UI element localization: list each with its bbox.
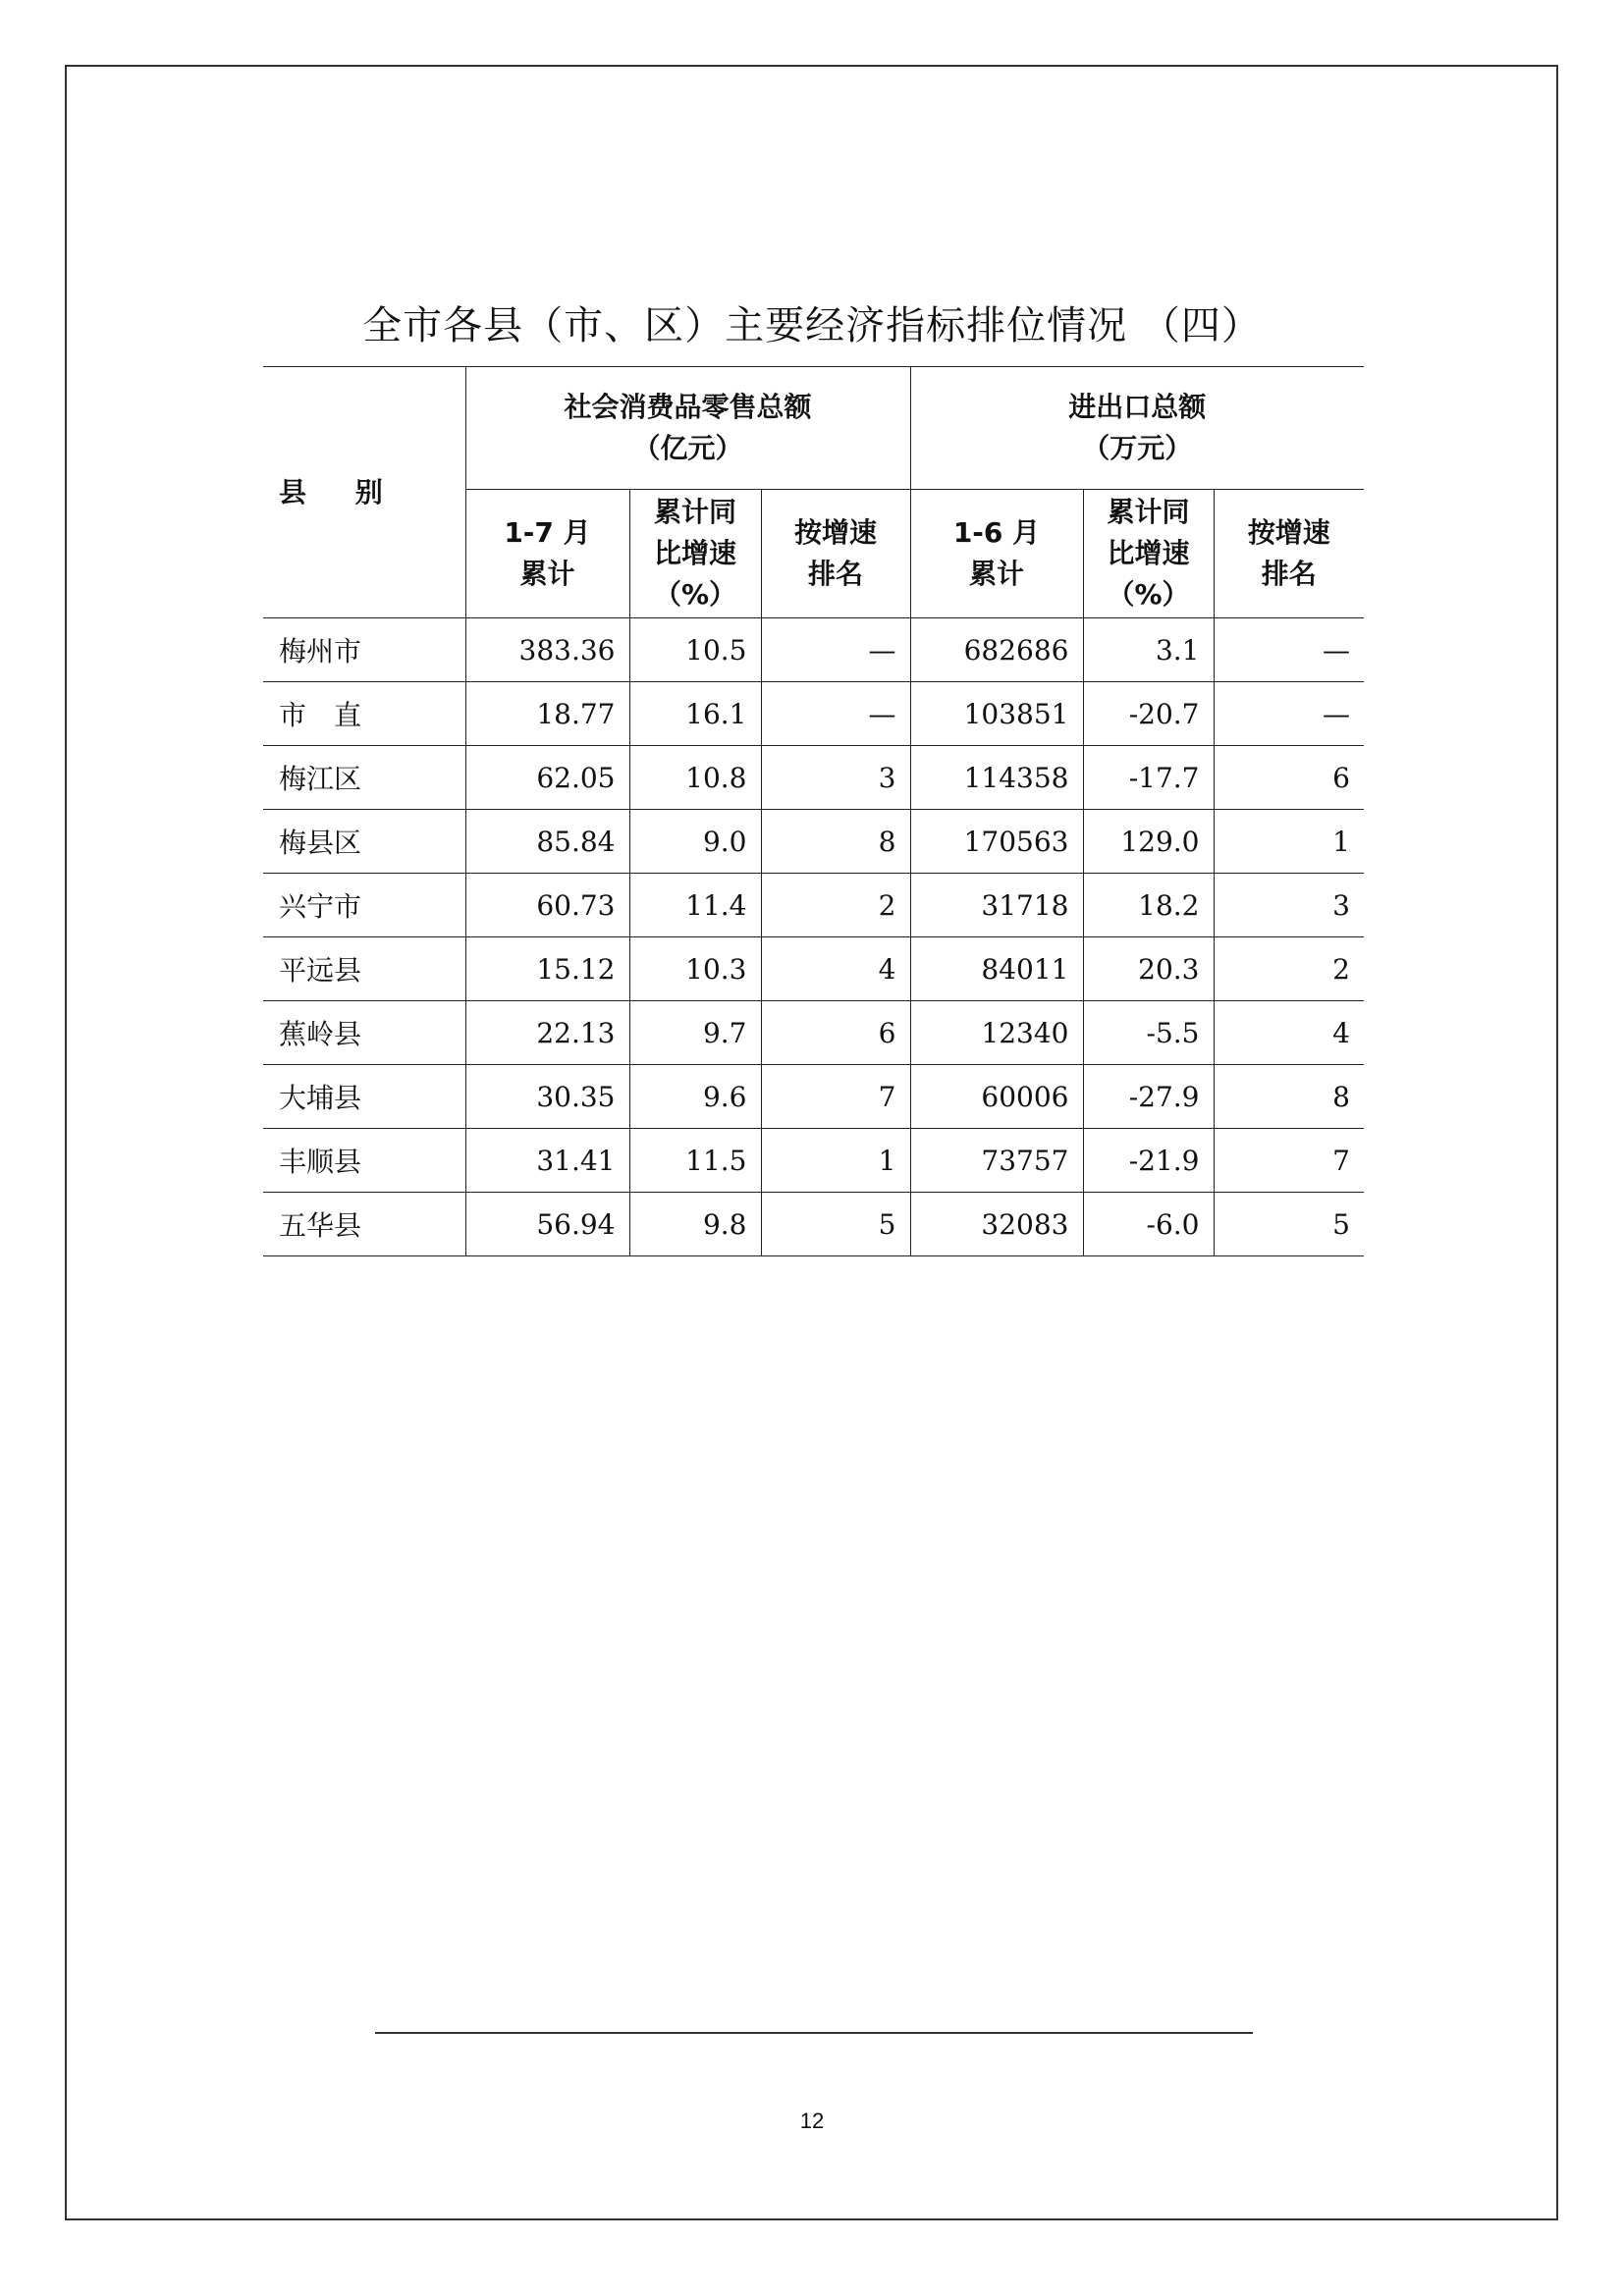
- cell-trade-growth: -6.0: [1083, 1193, 1214, 1256]
- cell-retail: 22.13: [465, 1001, 629, 1065]
- table-row: [263, 874, 1364, 937]
- trade-growth-header: 累计同 比增速 （%）: [1083, 490, 1214, 618]
- table-row: [263, 810, 1364, 874]
- cell-name: 五华县: [263, 1193, 465, 1256]
- cell-trade-growth: -5.5: [1083, 1001, 1214, 1065]
- cell-trade-growth: 18.2: [1083, 874, 1214, 937]
- cell-retail-growth: 9.7: [629, 1001, 761, 1065]
- indicator-table: [263, 366, 1364, 1256]
- cell-trade: 682686: [910, 618, 1083, 682]
- table-row: [263, 1193, 1364, 1256]
- retail-group-unit: （亿元）: [632, 432, 743, 464]
- cell-retail-rank: 7: [761, 1065, 910, 1129]
- cell-retail: 30.35: [465, 1065, 629, 1129]
- cell-retail-rank: 1: [761, 1129, 910, 1193]
- cell-retail: 18.77: [465, 682, 629, 746]
- retail-group-name: 社会消费品零售总额: [564, 391, 812, 423]
- cell-trade-rank: —: [1214, 618, 1364, 682]
- cell-retail-growth: 9.0: [629, 810, 761, 874]
- cell-retail: 85.84: [465, 810, 629, 874]
- cell-trade-growth: 129.0: [1083, 810, 1214, 874]
- cell-retail-rank: 3: [761, 746, 910, 810]
- cell-trade: 73757: [910, 1129, 1083, 1193]
- trade-group-name: 进出口总额: [1068, 391, 1207, 423]
- cell-trade-growth: -20.7: [1083, 682, 1214, 746]
- table-row: [263, 937, 1364, 1001]
- cell-retail: 60.73: [465, 874, 629, 937]
- cell-retail-growth: 11.5: [629, 1129, 761, 1193]
- retail-group-header: [465, 367, 910, 490]
- trade-cumulative-header: 1-6 月 累计: [910, 490, 1083, 618]
- retail-rank-header: 按增速 排名: [761, 490, 910, 618]
- cell-trade: 60006: [910, 1065, 1083, 1129]
- cell-trade: 12340: [910, 1001, 1083, 1065]
- cell-trade: 114358: [910, 746, 1083, 810]
- cell-retail-rank: 2: [761, 874, 910, 937]
- cell-retail-rank: —: [761, 618, 910, 682]
- table-row: [263, 1001, 1364, 1065]
- cell-retail-growth: 9.8: [629, 1193, 761, 1256]
- cell-trade-rank: 4: [1214, 1001, 1364, 1065]
- cell-trade-rank: 1: [1214, 810, 1364, 874]
- table-row: [263, 1065, 1364, 1129]
- cell-retail-growth: 9.6: [629, 1065, 761, 1129]
- cell-trade-growth: -27.9: [1083, 1065, 1214, 1129]
- cell-trade-growth: 3.1: [1083, 618, 1214, 682]
- cell-trade-rank: 5: [1214, 1193, 1364, 1256]
- cell-retail-growth: 16.1: [629, 682, 761, 746]
- cell-retail: 383.36: [465, 618, 629, 682]
- page-number: 12: [799, 2109, 825, 2133]
- cell-retail-rank: 4: [761, 937, 910, 1001]
- cell-trade-growth: 20.3: [1083, 937, 1214, 1001]
- cell-retail: 62.05: [465, 746, 629, 810]
- county-header: 县 别: [263, 367, 465, 618]
- cell-trade: 31718: [910, 874, 1083, 937]
- trade-group-unit: （万元）: [1082, 432, 1193, 464]
- cell-name: 平远县: [263, 937, 465, 1001]
- cell-trade: 170563: [910, 810, 1083, 874]
- cell-trade: 32083: [910, 1193, 1083, 1256]
- cell-name: 丰顺县: [263, 1129, 465, 1193]
- cell-retail-rank: —: [761, 682, 910, 746]
- retail-cumulative-header: 1-7 月 累计: [465, 490, 629, 618]
- cell-name: 梅州市: [263, 618, 465, 682]
- cell-name: 兴宁市: [263, 874, 465, 937]
- cell-name: 市 直: [263, 682, 465, 746]
- cell-retail-rank: 5: [761, 1193, 910, 1256]
- table-row: [263, 618, 1364, 682]
- cell-trade-growth: -17.7: [1083, 746, 1214, 810]
- table-row: [263, 746, 1364, 810]
- cell-trade: 103851: [910, 682, 1083, 746]
- trade-group-header: [910, 367, 1364, 490]
- cell-trade-rank: 3: [1214, 874, 1364, 937]
- cell-name: 大埔县: [263, 1065, 465, 1129]
- table-row: [263, 1129, 1364, 1193]
- cell-trade: 84011: [910, 937, 1083, 1001]
- cell-retail-growth: 11.4: [629, 874, 761, 937]
- cell-name: 梅江区: [263, 746, 465, 810]
- footer-rule: [375, 2032, 1253, 2034]
- cell-name: 蕉岭县: [263, 1001, 465, 1065]
- cell-retail: 15.12: [465, 937, 629, 1001]
- trade-rank-header: 按增速 排名: [1214, 490, 1364, 618]
- cell-retail: 56.94: [465, 1193, 629, 1256]
- cell-trade-rank: 2: [1214, 937, 1364, 1001]
- cell-retail: 31.41: [465, 1129, 629, 1193]
- page-title: 全市各县（市、区）主要经济指标排位情况 （四）: [362, 303, 1262, 348]
- cell-trade-rank: 6: [1214, 746, 1364, 810]
- cell-retail-rank: 6: [761, 1001, 910, 1065]
- cell-trade-rank: 7: [1214, 1129, 1364, 1193]
- cell-trade-rank: 8: [1214, 1065, 1364, 1129]
- cell-name: 梅县区: [263, 810, 465, 874]
- cell-trade-rank: —: [1214, 682, 1364, 746]
- retail-growth-header: 累计同 比增速 （%）: [629, 490, 761, 618]
- cell-retail-growth: 10.8: [629, 746, 761, 810]
- table-row: [263, 682, 1364, 746]
- cell-retail-growth: 10.5: [629, 618, 761, 682]
- cell-retail-rank: 8: [761, 810, 910, 874]
- cell-trade-growth: -21.9: [1083, 1129, 1214, 1193]
- cell-retail-growth: 10.3: [629, 937, 761, 1001]
